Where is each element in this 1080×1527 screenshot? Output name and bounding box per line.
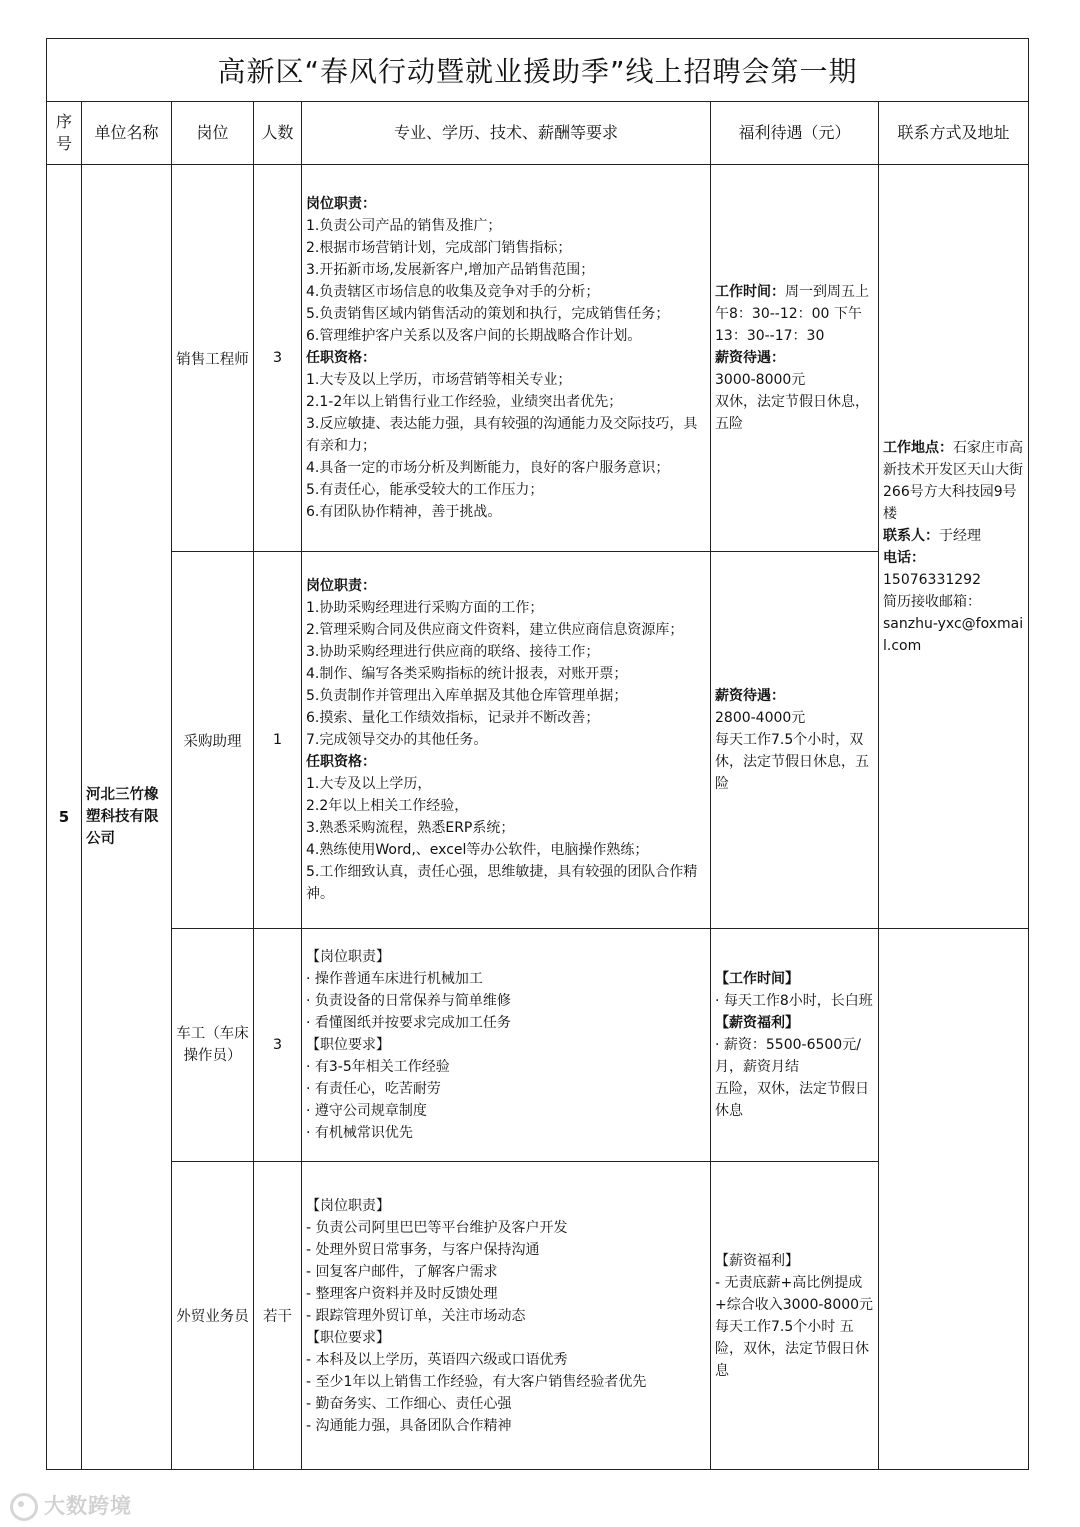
field-label: 工作时间： (715, 284, 785, 300)
field-value: 1.大专及以上学历，市场营销等相关专业； (306, 372, 572, 388)
text-line (306, 663, 706, 685)
field-value: 简历接收邮箱： (883, 593, 981, 610)
field-value: · 有责任心，吃苦耐劳 (306, 1081, 441, 1097)
text-line (306, 795, 706, 817)
field-value: · 有机械常识优先 (306, 1125, 413, 1141)
field-value: 【岗位职责】 (306, 1197, 390, 1214)
text-line (715, 369, 874, 391)
text-line (306, 413, 706, 457)
text-line (883, 569, 1024, 591)
field-value: · 薪资：5500-6500元/月，薪资月结 (715, 1037, 861, 1075)
text-line (306, 619, 706, 641)
job-count: 若干 (254, 1162, 302, 1470)
text-line (715, 1250, 874, 1272)
field-value: - 整理客户资料并及时反馈处理 (306, 1285, 498, 1302)
text-line (883, 591, 1024, 613)
field-value: · 遵守公司规章制度 (306, 1103, 427, 1119)
field-value: 1.负责公司产品的销售及推广； (306, 218, 502, 234)
field-label: 薪资待遇： (715, 688, 785, 704)
field-value: 2.2年以上相关工作经验， (306, 798, 469, 814)
text-line (306, 641, 706, 663)
job-requirements (302, 929, 711, 1162)
text-line (306, 501, 706, 523)
text-line (306, 259, 706, 281)
contact-empty-cell (879, 929, 1029, 1470)
field-value: 【职位要求】 (306, 1037, 390, 1053)
field-value: - 无责底薪+高比例提成+综合收入3000-8000元 (715, 1274, 874, 1313)
text-line (306, 1012, 706, 1034)
text-line (306, 575, 706, 597)
field-value: - 本科及以上学历，英语四六级或口语优秀 (306, 1351, 568, 1368)
field-label: 任职资格： (306, 754, 376, 770)
field-value: 3.开拓新市场,发展新客户,增加产品销售范围； (306, 262, 595, 278)
text-line (715, 391, 874, 435)
text-line (715, 1316, 874, 1382)
text-line (306, 990, 706, 1012)
text-line (306, 391, 706, 413)
text-line (306, 1195, 706, 1217)
text-line (306, 751, 706, 773)
text-line (306, 215, 706, 237)
recruitment-table (46, 38, 1029, 1470)
text-line (306, 457, 706, 479)
text-line (715, 1012, 874, 1034)
field-value: 每天工作7.5个小时 五险，双休，法定节假日休息 (715, 1318, 869, 1379)
table-row (47, 165, 1029, 552)
text-line (715, 707, 874, 729)
job-position: 采购助理 (172, 552, 254, 929)
field-value: · 操作普通车床进行机械加工 (306, 971, 483, 987)
field-label: 薪资待遇： (715, 350, 785, 366)
job-benefits (711, 165, 879, 552)
seq-cell: 5 (47, 165, 82, 1470)
text-line (306, 968, 706, 990)
field-value: 4.制作、编写各类采购指标的统计报表，对账开票； (306, 666, 628, 682)
job-position: 外贸业务员 (172, 1162, 254, 1470)
field-value: 5.负责制作并管理出入库单据及其他仓库管理单据； (306, 688, 628, 704)
job-count: 1 (254, 552, 302, 929)
field-value: 于经理 (939, 527, 981, 544)
text-line (306, 1415, 706, 1437)
text-line (306, 1327, 706, 1349)
text-line (306, 1261, 706, 1283)
text-line (306, 193, 706, 215)
job-count: 3 (254, 165, 302, 552)
field-value: 【薪资福利】 (715, 1252, 799, 1269)
text-line (306, 839, 706, 861)
field-value: 5.负责销售区域内销售活动的策划和执行，完成销售任务； (306, 306, 670, 322)
field-value: · 有3-5年相关工作经验 (306, 1059, 450, 1075)
contact-info (879, 165, 1029, 929)
field-value: 3.反应敏捷、表达能力强，具有较强的沟通能力及交际技巧，具有亲和力； (306, 416, 698, 454)
field-value: 2800-4000元 (715, 710, 806, 726)
field-value: 双休，法定节假日休息，五险 (715, 394, 869, 432)
text-line (883, 437, 1024, 525)
field-label: 电话： (883, 549, 925, 566)
field-value: 【职位要求】 (306, 1329, 390, 1346)
text-line (715, 1078, 874, 1122)
field-value: 7.完成领导交办的其他任务。 (306, 732, 488, 748)
text-line (715, 1034, 874, 1078)
company-name: 河北三竹橡塑科技有限公司 (82, 165, 172, 1470)
field-value: - 勤奋务实、工作细心、责任心强 (306, 1395, 512, 1412)
field-value: 6.管理维护客户关系以及客户间的长期战略合作计划。 (306, 328, 642, 344)
field-value: sanzhu-yxc@foxmail.com (883, 615, 1024, 654)
text-line (306, 597, 706, 619)
text-line (306, 479, 706, 501)
text-line (715, 729, 874, 795)
field-value: 五险，双休，法定节假日休息 (715, 1081, 869, 1119)
text-line (306, 347, 706, 369)
field-value: · 看懂图纸并按要求完成加工任务 (306, 1015, 511, 1031)
job-count: 3 (254, 929, 302, 1162)
text-line (306, 946, 706, 968)
recruitment-sheet (46, 38, 1028, 1470)
field-value: 2.管理采购合同及供应商文件资料，建立供应商信息资源库； (306, 622, 684, 638)
text-line (306, 369, 706, 391)
text-line (306, 1393, 706, 1415)
field-label: 任职资格： (306, 350, 376, 366)
text-line (306, 1239, 706, 1261)
field-value: · 每天工作8小时，长白班 (715, 993, 873, 1009)
field-value: 3.协助采购经理进行供应商的联络、接待工作； (306, 644, 600, 660)
field-value: 5.工作细致认真，责任心强，思维敏捷，具有较强的团队合作精神。 (306, 864, 698, 902)
field-value: · 负责设备的日常保养与简单维修 (306, 993, 511, 1009)
text-line (306, 1100, 706, 1122)
field-label: 联系人： (883, 527, 939, 544)
text-line (306, 1078, 706, 1100)
watermark (10, 1490, 132, 1521)
field-value: 【岗位职责】 (306, 949, 390, 965)
job-position: 车工（车床操作员） (172, 929, 254, 1162)
text-line (715, 990, 874, 1012)
field-value: 4.熟练使用Word,、excel等办公软件，电脑操作熟练； (306, 842, 649, 858)
text-line (306, 325, 706, 347)
field-label: 岗位职责： (306, 578, 376, 594)
text-line (306, 1034, 706, 1056)
job-requirements (302, 1162, 711, 1470)
field-label: 【薪资福利】 (715, 1015, 799, 1031)
field-value: 1.协助采购经理进行采购方面的工作； (306, 600, 544, 616)
text-line (306, 817, 706, 839)
text-line (306, 1283, 706, 1305)
field-value: 1.大专及以上学历， (306, 776, 432, 792)
field-value: 4.具备一定的市场分析及判断能力，良好的客户服务意识； (306, 460, 670, 476)
job-benefits (711, 1162, 879, 1470)
field-value: - 跟踪管理外贸订单，关注市场动态 (306, 1307, 526, 1324)
text-line (715, 347, 874, 369)
header-row (47, 102, 1029, 165)
watermark-text: 大数跨境 (44, 1494, 132, 1518)
text-line (883, 547, 1024, 569)
weibo-logo-icon (10, 1493, 38, 1521)
field-value: 周一到周五上午8：30--12：00 下午13：30--17：30 (715, 284, 869, 344)
field-label: 【工作时间】 (715, 971, 799, 987)
field-value: 4.负责辖区市场信息的收集及竞争对手的分析； (306, 284, 600, 300)
field-value: - 至少1年以上销售工作经验，有大客户销售经验者优先 (306, 1373, 647, 1390)
text-line (306, 1122, 706, 1144)
text-line (883, 525, 1024, 547)
field-value: 石家庄市高新技术开发区天山大街266号方大科技园9号楼 (883, 439, 1023, 522)
text-line (306, 1217, 706, 1239)
text-line (715, 1272, 874, 1316)
field-value: 3.熟悉采购流程，熟悉ERP系统； (306, 820, 515, 836)
field-value: 2.根据市场营销计划，完成部门销售指标； (306, 240, 572, 256)
text-line (306, 1305, 706, 1327)
header-benefits: 福利待遇（元） (711, 102, 879, 165)
field-value: 2.1-2年以上销售行业工作经验，业绩突出者优先； (306, 394, 623, 410)
text-line (306, 281, 706, 303)
text-line (715, 281, 874, 347)
text-line (306, 1371, 706, 1393)
text-line (306, 685, 706, 707)
job-benefits (711, 929, 879, 1162)
text-line (306, 303, 706, 325)
text-line (715, 685, 874, 707)
field-value: - 处理外贸日常事务，与客户保持沟通 (306, 1241, 540, 1258)
field-label: 工作地点： (883, 439, 953, 456)
text-line (306, 773, 706, 795)
text-line (715, 968, 874, 990)
header-seq: 序号 (47, 102, 82, 165)
job-benefits (711, 552, 879, 929)
field-value: - 回复客户邮件，了解客户需求 (306, 1263, 498, 1280)
field-value: 每天工作7.5个小时，双休，法定节假日休息，五险 (715, 732, 869, 792)
text-line (306, 1349, 706, 1371)
text-line (883, 613, 1024, 657)
header-contact: 联系方式及地址 (879, 102, 1029, 165)
page-title: 高新区“春风行动暨就业援助季”线上招聘会第一期 (47, 39, 1029, 102)
table-row (47, 929, 1029, 1162)
field-value: 5.有责任心，能承受较大的工作压力； (306, 482, 544, 498)
job-requirements (302, 552, 711, 929)
field-value: 6.有团队协作精神，善于挑战。 (306, 504, 502, 520)
field-value: - 负责公司阿里巴巴等平台维护及客户开发 (306, 1219, 568, 1236)
header-requirements: 专业、学历、技术、薪酬等要求 (302, 102, 711, 165)
text-line (306, 729, 706, 751)
job-requirements (302, 165, 711, 552)
header-position: 岗位 (172, 102, 254, 165)
header-company: 单位名称 (82, 102, 172, 165)
text-line (306, 237, 706, 259)
text-line (306, 861, 706, 905)
field-value: - 沟通能力强，具备团队合作精神 (306, 1417, 512, 1434)
text-line (306, 1056, 706, 1078)
field-value: 6.摸索、量化工作绩效指标，记录并不断改善； (306, 710, 600, 726)
field-value: 3000-8000元 (715, 372, 806, 388)
field-label: 岗位职责： (306, 196, 376, 212)
field-value: 15076331292 (883, 571, 981, 588)
job-position: 销售工程师 (172, 165, 254, 552)
text-line (306, 707, 706, 729)
header-count: 人数 (254, 102, 302, 165)
